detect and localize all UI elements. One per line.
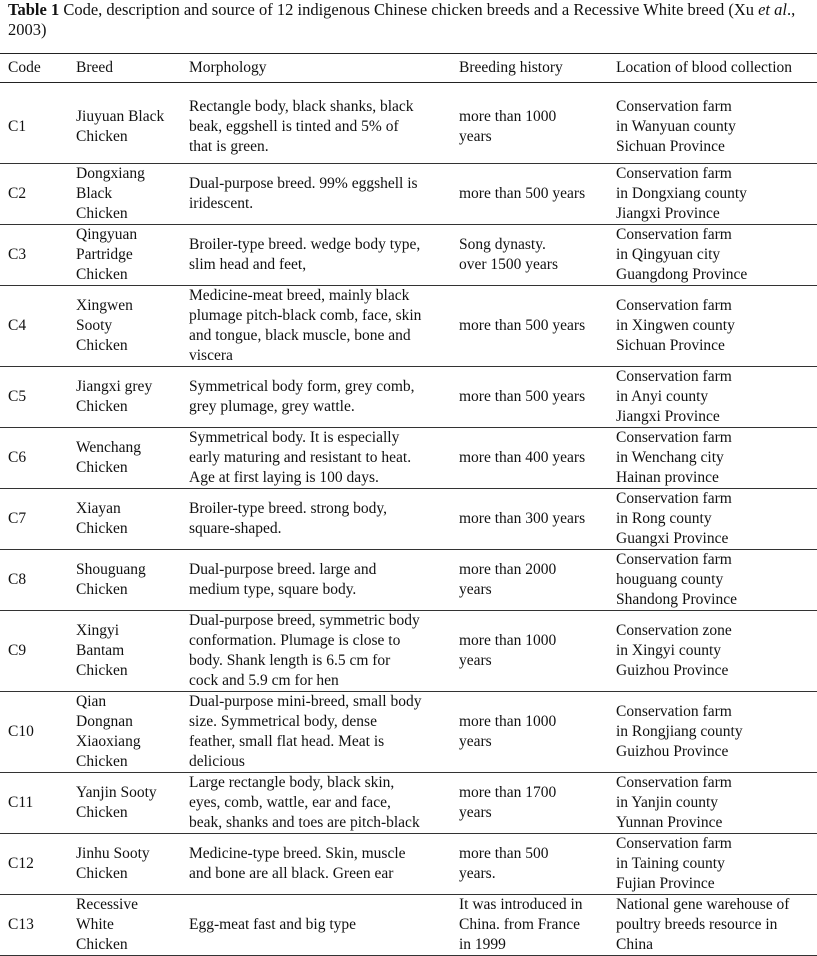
cell-code: C3 [8,246,27,263]
cell-morphology: Medicine-type breed. Skin, muscle and bone are all black. Green ear [189,845,406,882]
cell-code: C9 [8,642,27,659]
cell-breeding-history: more than 500 years. [459,845,549,882]
cell-breed: Xingyi Bantam Chicken [76,622,128,679]
caption-text-end: ., 2003) [8,0,796,39]
cell-morphology: Symmetrical body form, grey comb, grey plumage, grey wattle. [189,378,415,415]
cell-code: C2 [8,185,27,202]
table-row [0,692,817,773]
cell-breed: Xingwen Sooty Chicken [76,297,133,354]
cell-breed: Qingyuan Partridge Chicken [76,226,138,283]
cell-morphology: Dual-purpose breed. 99% eggshell is iridescent. [189,175,418,212]
cell-breeding-history: more than 500 years [459,317,586,334]
cell-code: C1 [8,118,27,135]
cell-morphology: Broiler-type breed. wedge body type, slim head and feet, [189,236,421,273]
cell-location: Conservation farm in Taining county Fujian Province [616,835,732,892]
cell-breed: Jiangxi grey Chicken [76,378,153,415]
cell-breed: Recessive White Chicken [76,896,138,953]
cell-breeding-history: It was introduced in China. from France in 1999 [459,896,583,953]
cell-breeding-history: more than 1700 years [459,784,557,821]
table-row [0,489,817,550]
table-row [0,428,817,489]
table-row [0,367,817,428]
cell-breeding-history: more than 400 years [459,449,586,466]
cell-morphology: Broiler-type breed. strong body, square-shaped. [189,500,387,537]
table-row [0,225,817,286]
cell-location: Conservation farm in Wenchang city Hainan province [616,429,732,486]
cell-location: Conservation farm in Xingwen county Sichuan Province [616,297,735,354]
cell-morphology: Medicine-meat breed, mainly black plumage pitch-black comb, face, skin and tongue, black muscle, bone and viscera [189,287,422,364]
cell-morphology: Dual-purpose mini-breed, small body size. Symmetrical body, dense feather, small flat head. Meat is delicious [189,693,422,770]
cell-code: C13 [8,916,34,933]
header-code: Code [8,59,41,76]
table-row [0,611,817,692]
cell-location: Conservation farm in Yanjin county Yunnan Province [616,774,732,831]
table-header-row [0,54,817,83]
header-breeding-history: Breeding history [459,59,563,76]
cell-breed: Shouguang Chicken [76,561,146,598]
cell-location: Conservation farm in Dongxiang county Jiangxi Province [616,165,747,222]
cell-code: C10 [8,723,34,740]
cell-code: C11 [8,794,34,811]
cell-morphology: Dual-purpose breed, symmetric body conformation. Plumage is close to body. Shank length is 6.5 cm for cock and 5.9 cm for hen [189,612,420,689]
cell-breeding-history: more than 500 years [459,185,586,202]
header-location: Location of blood collection [616,59,793,76]
cell-breeding-history: more than 1000 years [459,713,557,750]
table-body [0,83,817,956]
table-label: Table 1 [8,0,60,19]
cell-code: C12 [8,855,34,872]
header-morphology: Morphology [189,59,267,76]
cell-morphology: Rectangle body, black shanks, black beak, eggshell is tinted and 5% of that is green. [189,98,414,155]
cell-breeding-history: more than 2000 years [459,561,557,598]
cell-location: Conservation farm in Rongjiang county Guizhou Province [616,703,743,760]
table-row [0,83,817,164]
header-breed: Breed [76,59,114,76]
table-row [0,550,817,611]
cell-breeding-history: more than 1000 years [459,632,557,669]
cell-code: C8 [8,571,27,588]
cell-morphology: Large rectangle body, black skin, eyes, comb, wattle, ear and face, beak, shanks and toes are pitch-black [189,774,420,831]
cell-breed: Jinhu Sooty Chicken [76,845,150,882]
table-row [0,164,817,225]
cell-morphology: Dual-purpose breed. large and medium type, square body. [189,561,377,598]
cell-location: Conservation farm in Anyi county Jiangxi Province [616,368,732,425]
cell-breed: Dongxiang Black Chicken [76,165,145,222]
table-caption [8,0,813,40]
caption-text: Code, description and source of 12 indigenous Chinese chicken breeds and a Recessive White breed (Xu [59,0,759,19]
cell-breeding-history: Song dynasty. over 1500 years [459,236,558,273]
cell-breed: Xiayan Chicken [76,500,128,537]
cell-code: C4 [8,317,27,334]
caption-italic: et al [758,0,787,19]
cell-location: Conservation zone in Xingyi county Guizhou Province [616,622,732,679]
cell-breeding-history: more than 300 years [459,510,586,527]
cell-breeding-history: more than 500 years [459,388,586,405]
table-row [0,286,817,367]
table-row [0,773,817,834]
cell-code: C7 [8,510,27,527]
cell-breed: Qian Dongnan Xiaoxiang Chicken [76,693,141,770]
cell-morphology: Symmetrical body. It is especially early maturing and resistant to heat. Age at first laying is 100 days. [189,429,412,486]
table-row [0,834,817,895]
cell-location: Conservation farm houguang county Shandong Province [616,551,737,608]
cell-morphology: Egg-meat fast and big type [189,916,357,933]
cell-location: Conservation farm in Wanyuan county Sichuan Province [616,98,736,155]
cell-breed: Yanjin Sooty Chicken [76,784,157,821]
cell-breeding-history: more than 1000 years [459,108,557,145]
cell-location: Conservation farm in Rong county Guangxi Province [616,490,732,547]
table-row [0,895,817,956]
cell-code: C6 [8,449,27,466]
cell-location: Conservation farm in Qingyuan city Guangdong Province [616,226,748,283]
cell-breed: Wenchang Chicken [76,439,142,476]
cell-location: National gene warehouse of poultry breeds resource in China [616,896,790,953]
breeds-table [0,53,817,956]
cell-breed: Jiuyuan Black Chicken [76,108,165,145]
cell-code: C5 [8,388,27,405]
